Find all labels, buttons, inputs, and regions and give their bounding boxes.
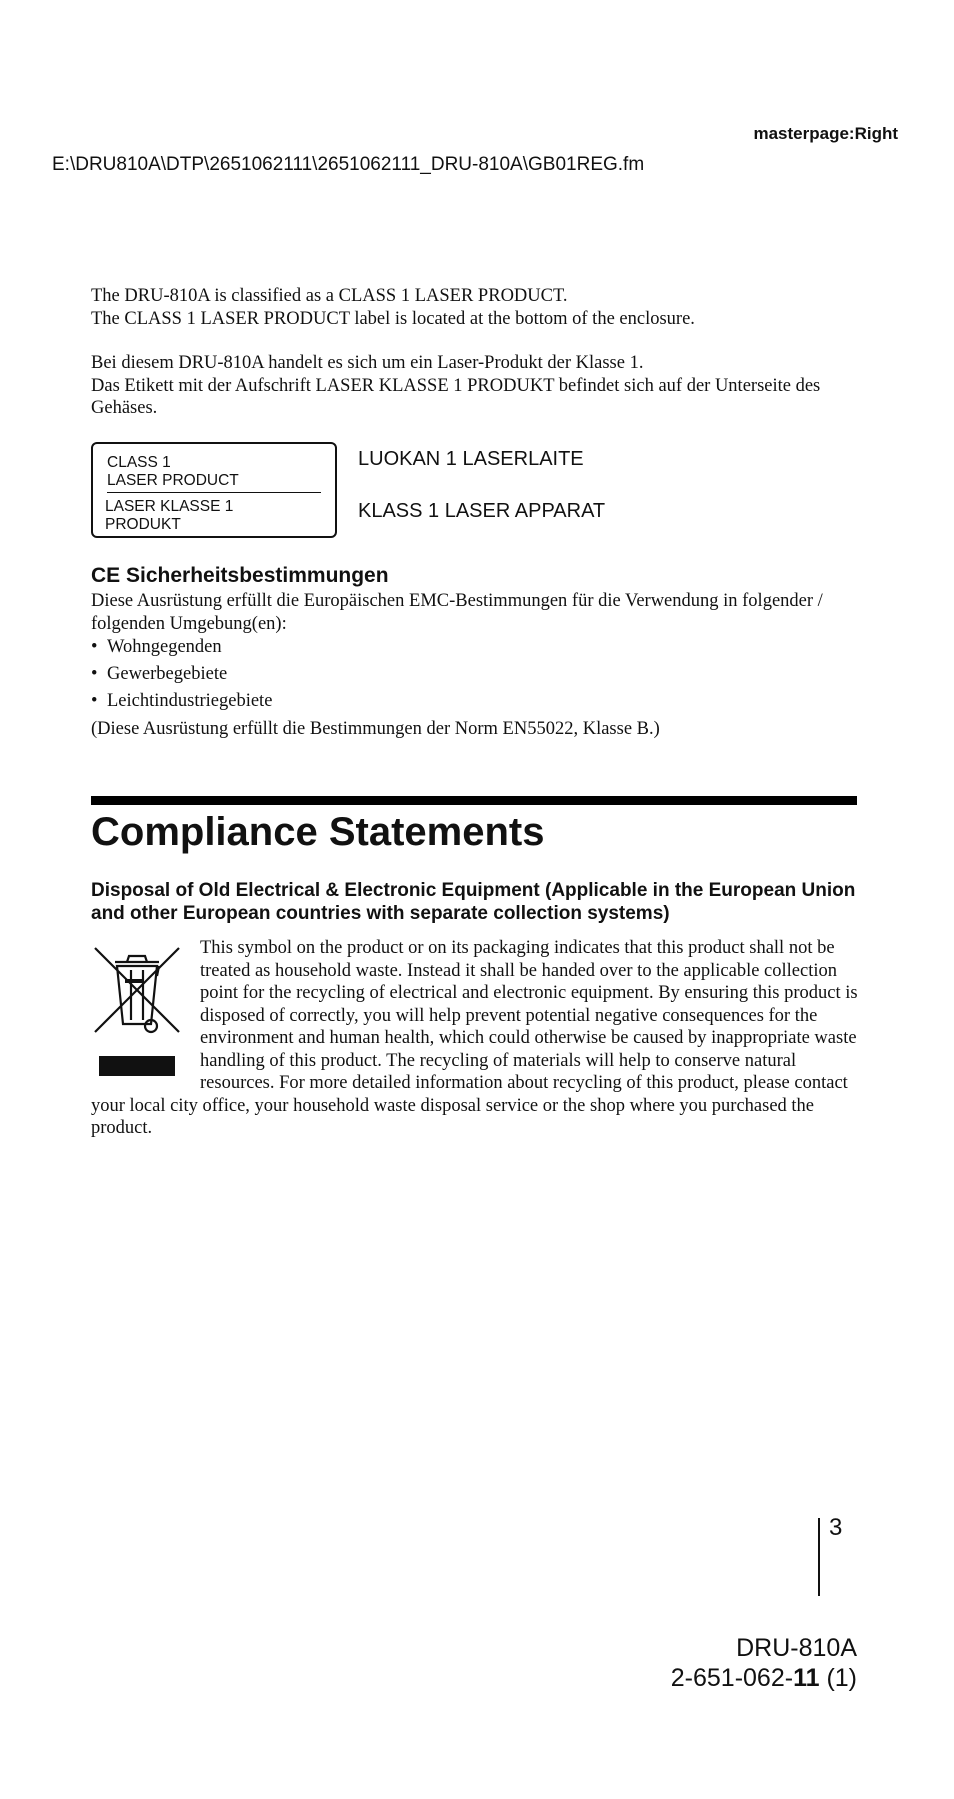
disposal-text <box>91 937 861 1140</box>
laser-german-line-2: Das Etikett mit der Aufschrift LASER KLASSE 1 PRODUKT befindet sich auf der Unterseite des Gehäses. <box>91 375 821 418</box>
ce-environment-list <box>91 636 272 717</box>
part-number <box>671 1664 857 1693</box>
laser-label-english <box>107 454 239 490</box>
page-number: 3 <box>829 1514 843 1541</box>
laser-english-line-1: The DRU-810A is classified as a CLASS 1 LASER PRODUCT. <box>91 286 568 306</box>
laser-label-german-line-2: PRODUKT <box>105 516 181 533</box>
laser-label-finnish: LUOKAN 1 LASERLAITE <box>358 448 584 470</box>
laser-english-paragraph <box>91 285 881 330</box>
part-number-prefix: 2-651-062- <box>670 1664 794 1692</box>
file-path: E:\DRU810A\DTP\2651062111\2651062111_DRU-810A\GB01REG.fm <box>52 154 645 175</box>
laser-german-paragraph <box>91 352 881 420</box>
laser-german-line-1: Bei diesem DRU-810A handelt es sich um ein Laser-Produkt der Klasse 1. <box>91 353 644 373</box>
icon-spacer <box>91 937 200 1094</box>
masterpage-label: masterpage:Right <box>753 124 898 143</box>
laser-label-swedish: KLASS 1 LASER APPARAT <box>358 500 606 522</box>
ce-note: (Diese Ausrüstung erfüllt die Bestimmungen der Norm EN55022, Klasse B.) <box>91 719 660 739</box>
laser-label-divider <box>107 492 321 493</box>
laser-label-english-line-1: CLASS 1 <box>107 454 171 471</box>
ce-heading: CE Sicherheitsbestimmungen <box>91 564 389 587</box>
laser-class-label <box>91 442 337 538</box>
laser-label-german-line-1: LASER KLASSE 1 <box>105 498 234 515</box>
disposal-paragraph: This symbol on the product or on its packaging indicates that this product shall not be treated as household waste. Instead it shall be handed over to the applicable collection point for the recycling of electrical and electronic equipment. By ensuring this product is disposed of correctly, you will help prevent potential negative consequences for the environment and human health, which could otherwise be caused by inappropriate waste handling of this product. The recycling of materials will help to conserve natural resources. For more detailed information about recycling of this product, please contact your local city office, your household waste disposal service or the shop where you purchased the product. <box>91 938 858 1138</box>
list-item: • Leichtindustriegebiete <box>91 690 272 717</box>
laser-label-english-line-2: LASER PRODUCT <box>107 472 239 489</box>
laser-label-german <box>105 498 233 534</box>
model-number: DRU-810A <box>736 1634 857 1662</box>
section-rule <box>91 796 857 805</box>
page-number-bar <box>818 1518 820 1596</box>
ce-intro: Diese Ausrüstung erfüllt die Europäischen EMC-Bestimmungen für die Verwendung in folgender / folgenden Umgebung(en): <box>91 591 823 634</box>
list-item: • Wohngegenden <box>91 636 272 663</box>
list-item: • Gewerbegebiete <box>91 663 272 690</box>
section-title: Compliance Statements <box>91 810 545 854</box>
disposal-heading: Disposal of Old Electrical & Electronic Equipment (Applicable in the European Union and other European countries with separate collection systems) <box>91 880 856 924</box>
part-number-suffix: (1) <box>819 1664 857 1692</box>
laser-english-line-2: The CLASS 1 LASER PRODUCT label is located at the bottom of the enclosure. <box>91 308 695 329</box>
part-number-revision: 11 <box>793 1664 820 1692</box>
